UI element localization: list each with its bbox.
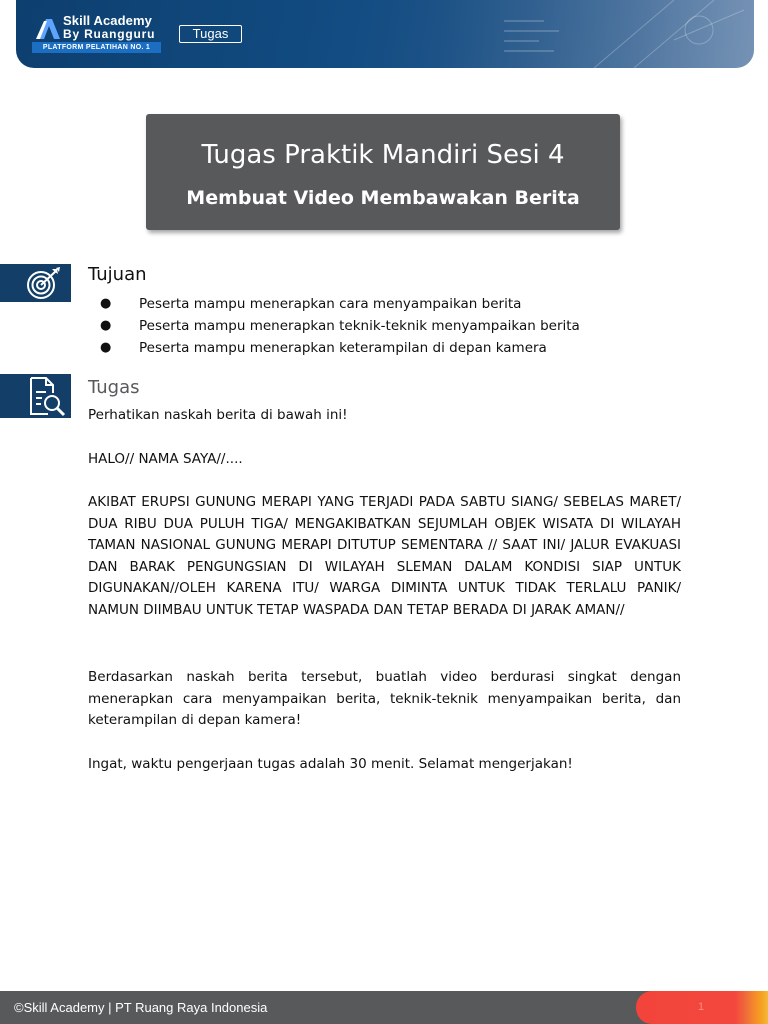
page-title: Tugas Praktik Mandiri Sesi 4 (201, 140, 565, 170)
banner-decoration (434, 0, 754, 68)
tugas-reminder: Ingat, waktu pengerjaan tugas adalah 30 menit. Selamat mengerjakan! (88, 756, 573, 772)
tugas-intro: Perhatikan naskah berita di bawah ini! (88, 407, 348, 423)
page-number: 1 (698, 1001, 705, 1013)
bullet-icon: ● (100, 340, 112, 355)
tab-tugas[interactable]: Tugas (179, 25, 242, 43)
tujuan-icon-block (0, 264, 71, 302)
footer-bar (0, 991, 768, 1024)
document-search-icon (28, 376, 68, 418)
tujuan-heading: Tujuan (88, 264, 147, 285)
list-item (100, 315, 700, 337)
tujuan-list (100, 293, 700, 359)
list-item (100, 293, 700, 315)
skill-academy-logo-icon (34, 17, 60, 39)
footer-copyright: ©Skill Academy | PT Ruang Raya Indonesia (14, 1000, 268, 1015)
header-banner (16, 0, 754, 68)
list-item-text: Peserta mampu menerapkan cara menyampaikan berita (139, 296, 522, 312)
list-item-text: Peserta mampu menerapkan keterampilan di depan kamera (139, 340, 547, 356)
bullet-icon: ● (100, 296, 112, 311)
tugas-heading: Tugas (88, 377, 140, 398)
news-script: AKIBAT ERUPSI GUNUNG MERAPI YANG TERJADI PADA SABTU SIANG/ SEBELAS MARET/ DUA RIBU DUA PULUH TIGA/ MENGAKIBATKAN SEJUMLAH OBJEK WISATA DI WILAYAH TAMAN NASIONAL GUNUNG MERAPI DITUTUP SEMENTARA // SAAT INI/ JALUR EVAKUASI DAN BARAK PENGUNGSIAN DI WILAYAH SLEMAN DALAM KONDISI SIAP UNTUK DIGUNAKAN//OLEH KARENA ITU/ WARGA DIMINTA UNTUK TIDAK TERLALU PANIK/ NAMUN DIIMBAU UNTUK TETAP WASPADA DAN TETAP BERADA DI JARAK AMAN// (88, 494, 681, 618)
page-subtitle: Membuat Video Membawakan Berita (186, 187, 580, 209)
bullet-icon: ● (100, 318, 112, 333)
list-item (100, 337, 700, 359)
brand-tagline: PLATFORM PELATIHAN NO. 1 (32, 42, 161, 53)
target-icon (24, 266, 62, 300)
brand-title: Skill Academy (63, 13, 152, 28)
tugas-instruction: Berdasarkan naskah berita tersebut, buatlah video berdurasi singkat dengan menerapkan cara menyampaikan berita, teknik-teknik menyampaikan berita, dan keterampilan di depan kamera! (88, 669, 681, 729)
brand-name (63, 14, 155, 41)
list-item-text: Peserta mampu menerapkan teknik-teknik menyampaikan berita (139, 318, 580, 334)
title-box (146, 114, 620, 230)
brand-subtitle: By Ruangguru (63, 27, 156, 41)
tugas-icon-block (0, 374, 71, 418)
news-greeting: HALO// NAMA SAYA//.... (88, 451, 243, 467)
